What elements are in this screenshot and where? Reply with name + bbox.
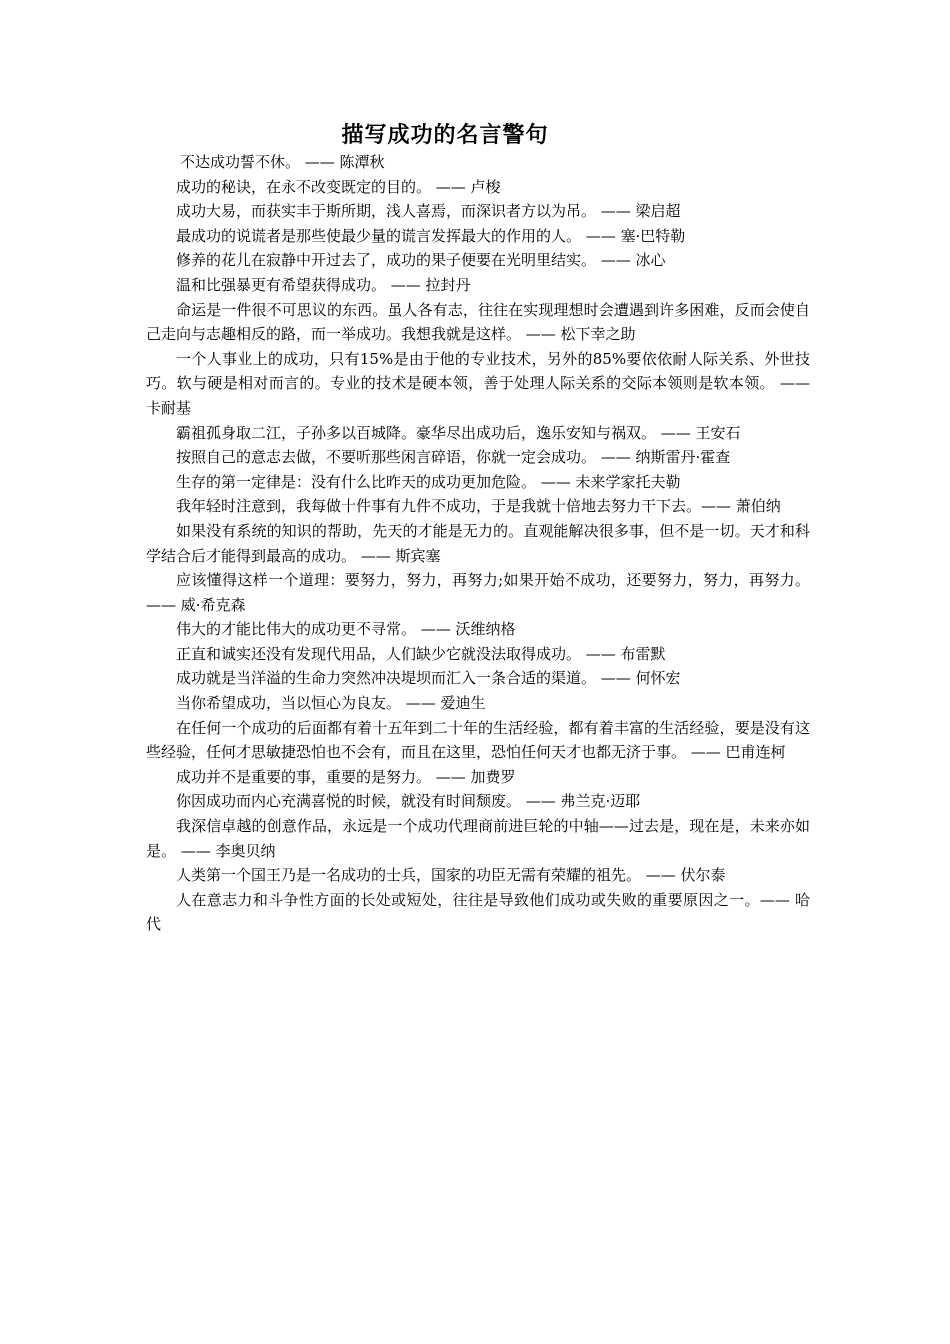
quote-paragraph: 一个人事业上的成功，只有15%是由于他的专业技术，另外的85%要依依耐人际关系、外世技巧。软与硬是相对而言的。专业的技术是硬本领，善于处理人际关系的交际本领则是软本领。 —— 卡耐基 (146, 349, 810, 417)
quote-paragraph: 伟大的才能比伟大的成功更不寻常。 —— 沃维纳格 (176, 620, 516, 639)
document-title: 描写成功的名言警句 (341, 123, 549, 148)
quote-paragraph: 人类第一个国王乃是一名成功的士兵，国家的功臣无需有荣耀的祖先。 —— 伏尔泰 (176, 866, 726, 885)
quote-paragraph: 不达成功誓不休。 —— 陈潭秋 (180, 153, 385, 171)
quote-paragraph: 人在意志力和斗争性方面的长处或短处，往往是导致他们成功或失败的重要原因之一。—— 哈代 (146, 890, 810, 934)
quote-paragraph: 温和比强暴更有希望获得成功。 —— 拉封丹 (176, 275, 471, 294)
quote-paragraph: 成功的秘诀，在永不改变既定的目的。 —— 卢梭 (176, 177, 501, 196)
quote-paragraph: 霸祖孤身取二江，子孙多以百城降。豪华尽出成功后，逸乐安知与祸双。 —— 王安石 (176, 423, 741, 442)
quote-paragraph: 正直和诚实还没有发现代用品，人们缺少它就没法取得成功。 —— 布雷默 (176, 644, 666, 663)
quote-paragraph: 成功大易，而获实丰于斯所期，浅人喜焉，而深识者方以为吊。 —— 梁启超 (176, 202, 681, 221)
quote-paragraph: 我深信卓越的创意作品，永远是一个成功代理商前进巨轮的中轴——过去是，现在是，未来亦如是。 —— 李奥贝纳 (146, 817, 810, 860)
quote-paragraph: 你因成功而内心充满喜悦的时候，就没有时间颓废。 —— 弗兰克·迈耶 (176, 792, 641, 811)
quote-paragraph: 成功并不是重要的事，重要的是努力。 —— 加费罗 (176, 767, 516, 786)
quote-paragraph: 命运是一件很不可思议的东西。虽人各有志，往往在实现理想时会遭遇到许多困难，反而会使自己走向与志趣相反的路，而一举成功。我想我就是这样。 —— 松下幸之助 (146, 300, 810, 344)
quote-paragraph: 生存的第一定律是：没有什么比昨天的成功更加危险。 —— 未来学家托夫勒 (176, 472, 681, 491)
quote-paragraph: 当你希望成功，当以恒心为良友。 —— 爱迪生 (176, 694, 486, 713)
quote-paragraph: 按照自己的意志去做，不要听那些闲言碎语，你就一定会成功。 —— 纳斯雷丹·霍查 (176, 448, 731, 467)
quote-paragraph: 最成功的说谎者是那些使最少量的谎言发挥最大的作用的人。 —— 塞·巴特勒 (176, 226, 686, 245)
quote-paragraph: 修养的花儿在寂静中开过去了，成功的果子便要在光明里结实。 —— 冰心 (176, 251, 666, 270)
quote-paragraph: 成功就是当洋溢的生命力突然冲决堤坝而汇入一条合适的渠道。 —— 何怀宏 (176, 669, 681, 688)
quote-paragraph: 在任何一个成功的后面都有着十五年到二十年的生活经验，都有着丰富的生活经验，要是没有这些经验，任何才思敏捷恐怕也不会有，而且在这里，恐怕任何天才也都无济于事。 —— 巴甫连柯 (146, 718, 810, 762)
quote-paragraph: 应该懂得这样一个道理：要努力，努力，再努力;如果开始不成功，还要努力，努力，再努力。 —— 威·希克森 (146, 571, 810, 614)
quote-list (146, 150, 810, 937)
quote-paragraph: 我年轻时注意到，我每做十件事有九件不成功，于是我就十倍地去努力干下去。—— 萧伯纳 (176, 497, 781, 516)
quote-paragraph: 如果没有系统的知识的帮助，先天的才能是无力的。直观能解决很多事，但不是一切。天才和科学结合后才能得到最高的成功。 —— 斯宾塞 (146, 521, 810, 565)
